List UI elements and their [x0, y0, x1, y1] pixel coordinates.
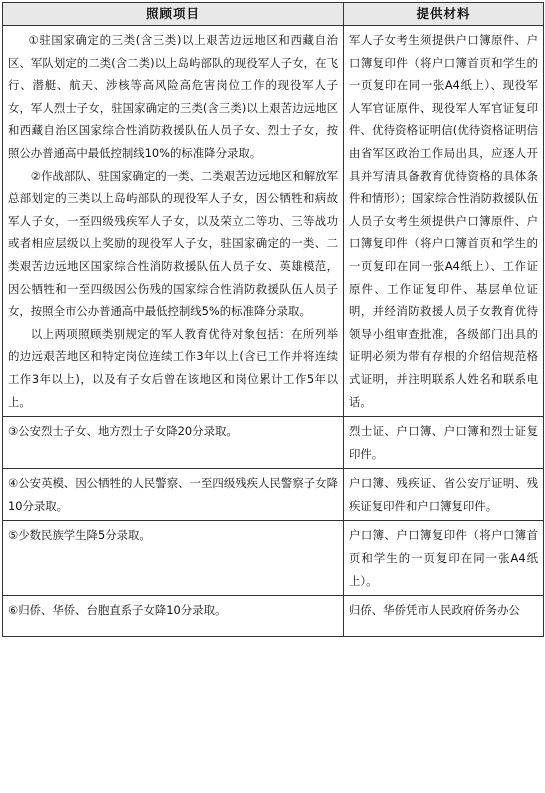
- table-row: [3, 521, 544, 596]
- project-paragraph: ②作战部队、驻国家确定的一类、二类艰苦边远地区和解放军总部划定的三类以上岛屿部队的现役军人子女，因公牺牲和病故军人子女，一至四级残疾军人子女，以及荣立二等功、三等战功或者相应层级以上奖励的现役军人子女，驻国家确定的一类、二类艰苦边远地区国家综合性消防救援队伍人员子女、英雄模范，因公牺牲和一至四级因公伤残的国家综合性消防救援队伍人员子女，按照全市公办普通高中最低控制线5%的标准降分录取。: [8, 168, 338, 319]
- materials-text: 户口簿、残疾证、省公安厅证明、残疾证复印件和户口簿复印件。: [349, 476, 538, 513]
- project-text: ④公安英模、因公牺牲的人民警察、一至四级残疾人民警察子女降10分录取。: [8, 476, 338, 513]
- project-cell: [3, 26, 344, 417]
- table-row: [3, 469, 544, 521]
- materials-text: 烈士证、户口簿、户口簿和烈士证复印件。: [349, 424, 538, 461]
- project-text: ⑤少数民族学生降5分录取。: [8, 528, 151, 543]
- policy-table: [2, 2, 544, 637]
- project-cell: [3, 469, 344, 521]
- project-cell: [3, 417, 344, 469]
- header-materials: 提供材料: [344, 3, 544, 26]
- materials-text: 归侨、华侨凭市人民政府侨务办公: [349, 603, 520, 618]
- project-cell: [3, 521, 344, 596]
- materials-cell: [344, 596, 544, 637]
- table-header-row: [3, 3, 544, 26]
- materials-text: 户口簿、户口簿复印件（将户口簿首页和学生的一页复印在同一张A4纸上）。: [349, 528, 538, 588]
- materials-cell: [344, 521, 544, 596]
- project-paragraph: 以上两项照顾类别规定的军人教育优待对象包括：在所列举的边远艰苦地区和特定岗位连续工作3年以上(含已工作并将连续工作3年以上)，以及有子女后曾在该地区和岗位累计工作5年以上。: [8, 326, 338, 409]
- table-row: [3, 417, 544, 469]
- header-project: 照顾项目: [3, 3, 344, 26]
- project-paragraph: ①驻国家确定的三类(含三类)以上艰苦边远地区和西藏自治区、军队划定的二类(含二类)以上岛屿部队的现役军人子女，在飞行、潜艇、航天、涉核等高风险高危害岗位工作的现役军人子女，军人烈士子女，驻国家确定的三类(含三类)以上艰苦边远地区和西藏自治区国家综合性消防救援队伍人员子女、烈士子女，按照公办普通高中最低控制线10%的标准降分录取。: [8, 33, 338, 160]
- project-cell: [3, 596, 344, 637]
- table-row: [3, 26, 544, 417]
- materials-cell: [344, 26, 544, 417]
- materials-cell: [344, 417, 544, 469]
- table-row: [3, 596, 544, 637]
- project-text: ⑥归侨、华侨、台胞直系子女降10分录取。: [8, 603, 227, 618]
- materials-text: 军人子女考生须提供户口簿原件、户口簿复印件（将户口簿首页和学生的一页复印在同一张A4纸上）、现役军人军官证原件、现役军人军官证复印件、优待资格证明信(优待资格证明信由省军区政治工作局出具，应逐人开具并写清具备教育优待资格的具体条件和情形）；国家综合性消防救援队伍人员子女考生须提供户口簿原件、户口簿复印件（将户口簿首页和学生的一页复印在同一张A4纸上）、工作证原件、工作证复印件、基层单位证明，并经消防救援人员子女教育优待领导小组审查批准，各级部门出具的证明必须为带有存根的介绍信规范格式证明，并注明联系人姓名和联系电话。: [349, 33, 538, 409]
- project-text: ③公安烈士子女、地方烈士子女降20分录取。: [8, 424, 238, 439]
- materials-cell: [344, 469, 544, 521]
